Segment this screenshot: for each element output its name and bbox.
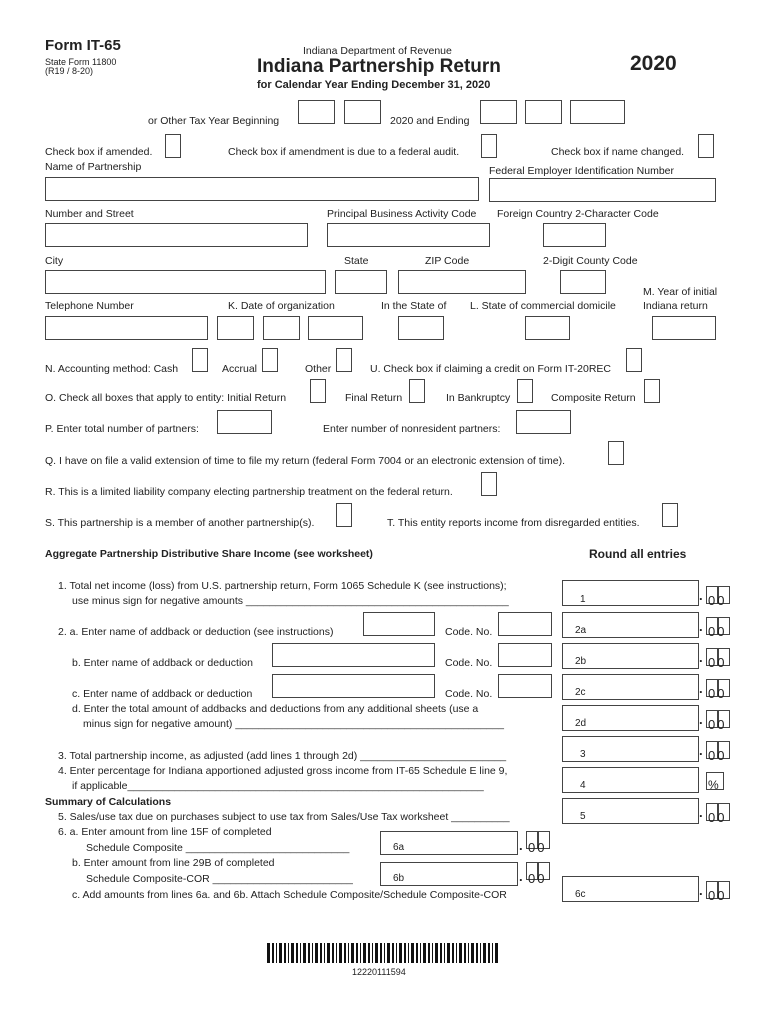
line-2b-code-field[interactable] xyxy=(498,643,552,667)
line-2b-number: 2b xyxy=(575,656,587,667)
line-1-text-a: 1. Total net income (loss) from U.S. partnership return, Form 1065 Schedule K (see instructions); xyxy=(58,580,507,592)
line-6c-number: 6c xyxy=(575,889,586,900)
street-label: Number and Street xyxy=(45,208,134,220)
line-4-text-a: 4. Enter percentage for Indiana apportioned adjusted gross income from IT-65 Schedule E line 9, xyxy=(58,765,508,777)
name-changed-label: Check box if name changed. xyxy=(551,146,685,158)
line-6a-decimal: . xyxy=(519,838,523,853)
state-field[interactable] xyxy=(335,270,387,294)
initial-year-field[interactable] xyxy=(652,316,716,340)
in-state-label: In the State of xyxy=(381,300,447,312)
org-month-field[interactable] xyxy=(217,316,254,340)
aggregate-section-title: Aggregate Partnership Distributive Share Income (see worksheet) xyxy=(45,548,373,560)
line-6b-number: 6b xyxy=(393,873,405,884)
member-partnership-checkbox[interactable] xyxy=(336,503,352,527)
in-state-field[interactable] xyxy=(398,316,444,340)
total-partners-label: P. Enter total number of partners: xyxy=(45,423,199,435)
org-day-field[interactable] xyxy=(263,316,300,340)
begin-month-field[interactable] xyxy=(298,100,335,124)
line-3-decimal: . xyxy=(699,743,703,758)
line-2a-number: 2a xyxy=(575,625,587,636)
revision: (R19 / 8-20) xyxy=(45,66,94,76)
county-label: 2-Digit County Code xyxy=(543,255,638,267)
line-2c-number: 2c xyxy=(575,687,586,698)
line-6b-cents: 00 xyxy=(528,871,547,886)
domicile-label: L. State of commercial domicile xyxy=(470,300,616,312)
entity-type-label: O. Check all boxes that apply to entity: Initial Return xyxy=(45,392,287,404)
line-5-text: 5. Sales/use tax due on purchases subject to use tax from Sales/Use Tax worksheet __________ xyxy=(58,811,510,823)
form-subtitle: for Calendar Year Ending December 31, 2020 xyxy=(257,79,491,91)
line-2b-code-label: Code. No. xyxy=(445,657,493,669)
domicile-field[interactable] xyxy=(525,316,570,340)
composite-return-label: Composite Return xyxy=(551,392,636,404)
partnership-name-field[interactable] xyxy=(45,177,479,201)
line-5-cents: 00 xyxy=(708,810,727,825)
country-code-label: Foreign Country 2-Character Code xyxy=(497,208,659,220)
line-2c-decimal: . xyxy=(699,681,703,696)
telephone-field[interactable] xyxy=(45,316,208,340)
bankruptcy-label: In Bankruptcy xyxy=(446,392,511,404)
line-4-text-b: if applicable_____________________________________________________________ xyxy=(72,780,484,792)
disregarded-checkbox[interactable] xyxy=(662,503,678,527)
zip-field[interactable] xyxy=(398,270,526,294)
line-4-percent: % xyxy=(708,778,721,792)
other-label: Other xyxy=(305,363,332,375)
accrual-checkbox[interactable] xyxy=(262,348,278,372)
line-4-number: 4 xyxy=(580,780,586,791)
form-id: Form IT-65 xyxy=(45,37,121,54)
county-field[interactable] xyxy=(560,270,606,294)
line-2a-cents: 00 xyxy=(708,624,727,639)
barcode-image xyxy=(267,943,503,963)
extension-label: Q. I have on file a valid extension of time to file my return (federal Form 7004 or an electronic extension of time). xyxy=(45,455,565,467)
form-title: Indiana Partnership Return xyxy=(257,56,501,77)
accrual-label: Accrual xyxy=(222,363,258,375)
end-day-field[interactable] xyxy=(525,100,562,124)
summary-title: Summary of Calculations xyxy=(45,796,172,808)
final-return-label: Final Return xyxy=(345,392,403,404)
line-1-number: 1 xyxy=(580,594,586,605)
total-partners-field[interactable] xyxy=(217,410,272,434)
line-6b-text-a: b. Enter amount from line 29B of completed xyxy=(72,857,275,869)
org-date-label: K. Date of organization xyxy=(228,300,335,312)
country-code-field[interactable] xyxy=(543,223,606,247)
city-field[interactable] xyxy=(45,270,326,294)
line-6c-text: c. Add amounts from lines 6a. and 6b. Attach Schedule Composite/Schedule Composite-COR xyxy=(72,889,507,901)
line-2c-code-field[interactable] xyxy=(498,674,552,698)
zip-label: ZIP Code xyxy=(425,255,470,267)
amended-checkbox[interactable] xyxy=(165,134,181,158)
line-2a-code-label: Code. No. xyxy=(445,626,493,638)
line-3-text: 3. Total partnership income, as adjusted (add lines 1 through 2d) _________________________ xyxy=(58,750,507,762)
it20rec-label: U. Check box if claiming a credit on Form IT-20REC xyxy=(370,363,611,375)
line-2d-cents: 00 xyxy=(708,717,727,732)
llc-label: R. This is a limited liability company electing partnership treatment on the federal return. xyxy=(45,486,453,498)
line-6a-cents: 00 xyxy=(528,840,547,855)
line-1-text-b: use minus sign for negative amounts _____________________________________________ xyxy=(72,595,509,607)
final-return-checkbox[interactable] xyxy=(409,379,425,403)
line-6b-text-b: Schedule Composite-COR ________________________ xyxy=(86,873,353,885)
initial-year-label-1: M. Year of initial xyxy=(643,286,718,298)
composite-return-checkbox[interactable] xyxy=(644,379,660,403)
line-2c-code-label: Code. No. xyxy=(445,688,493,700)
line-6a-number: 6a xyxy=(393,842,405,853)
amended-label: Check box if amended. xyxy=(45,146,153,158)
activity-code-field[interactable] xyxy=(327,223,490,247)
line-2a-name-field[interactable] xyxy=(363,612,435,636)
end-month-field[interactable] xyxy=(480,100,517,124)
line-3-cents: 00 xyxy=(708,748,727,763)
period-begin-label: or Other Tax Year Beginning xyxy=(148,115,280,127)
line-2d-text-a: d. Enter the total amount of addbacks and deductions from any additional sheets (use a xyxy=(72,703,479,715)
line-2d-number: 2d xyxy=(575,718,587,729)
partnership-name-label: Name of Partnership xyxy=(45,161,142,173)
federal-audit-label: Check box if amendment is due to a federal audit. xyxy=(228,146,460,158)
disregarded-label: T. This entity reports income from disregarded entities. xyxy=(387,517,640,529)
org-year-field[interactable] xyxy=(308,316,363,340)
line-2c-text: c. Enter name of addback or deduction xyxy=(72,688,253,700)
other-checkbox[interactable] xyxy=(336,348,352,372)
street-field[interactable] xyxy=(45,223,308,247)
begin-day-field[interactable] xyxy=(344,100,381,124)
state-form-number: State Form 11800 xyxy=(45,57,117,67)
line-2c-cents: 00 xyxy=(708,686,727,701)
bankruptcy-checkbox[interactable] xyxy=(517,379,533,403)
accounting-cash-label: N. Accounting method: Cash xyxy=(45,363,179,375)
tax-year: 2020 xyxy=(630,52,677,75)
agency: Indiana Department of Revenue xyxy=(303,45,452,57)
city-label: City xyxy=(45,255,64,267)
cash-checkbox[interactable] xyxy=(192,348,208,372)
line-2b-text: b. Enter name of addback or deduction xyxy=(72,657,253,669)
fein-label: Federal Employer Identification Number xyxy=(489,165,675,177)
line-2a-code-field[interactable] xyxy=(498,612,552,636)
line-2d-text-b: minus sign for negative amount) ______________________________________________ xyxy=(83,718,504,730)
fein-field[interactable] xyxy=(489,178,716,202)
nonresident-partners-label: Enter number of nonresident partners: xyxy=(323,423,501,435)
line-6a-text-a: 6. a. Enter amount from line 15F of completed xyxy=(58,826,272,838)
member-partnership-label: S. This partnership is a member of another partnership(s). xyxy=(45,517,315,529)
line-2b-decimal: . xyxy=(699,650,703,665)
line-2a-decimal: . xyxy=(699,619,703,634)
end-year-field[interactable] xyxy=(570,100,625,124)
line-2c-name-field[interactable] xyxy=(272,674,435,698)
line-2d-decimal: . xyxy=(699,712,703,727)
line-1-cents: 00 xyxy=(708,593,727,608)
initial-year-label-2: Indiana return xyxy=(643,300,708,312)
line-2a-text: 2. a. Enter name of addback or deduction (see instructions) xyxy=(58,626,334,638)
line-6c-decimal: . xyxy=(699,883,703,898)
round-entries-note: Round all entries xyxy=(589,547,687,561)
activity-code-label: Principal Business Activity Code xyxy=(327,208,477,220)
name-changed-checkbox[interactable] xyxy=(698,134,714,158)
llc-checkbox[interactable] xyxy=(481,472,497,496)
line-2b-cents: 00 xyxy=(708,655,727,670)
line-5-number: 5 xyxy=(580,811,586,822)
line-1-decimal: . xyxy=(699,588,703,603)
line-2b-name-field[interactable] xyxy=(272,643,435,667)
telephone-label: Telephone Number xyxy=(45,300,134,312)
line-5-decimal: . xyxy=(699,805,703,820)
initial-return-checkbox[interactable] xyxy=(310,379,326,403)
state-label: State xyxy=(344,255,369,267)
period-ending-label: 2020 and Ending xyxy=(390,115,470,127)
nonresident-partners-field[interactable] xyxy=(516,410,571,434)
line-6b-decimal: . xyxy=(519,869,523,884)
line-6a-text-b: Schedule Composite ____________________________ xyxy=(86,842,350,854)
line-3-number: 3 xyxy=(580,749,586,760)
barcode-number: 12220111594 xyxy=(352,967,406,977)
line-6c-cents: 00 xyxy=(708,888,727,903)
extension-checkbox[interactable] xyxy=(608,441,624,465)
it20rec-checkbox[interactable] xyxy=(626,348,642,372)
federal-audit-checkbox[interactable] xyxy=(481,134,497,158)
